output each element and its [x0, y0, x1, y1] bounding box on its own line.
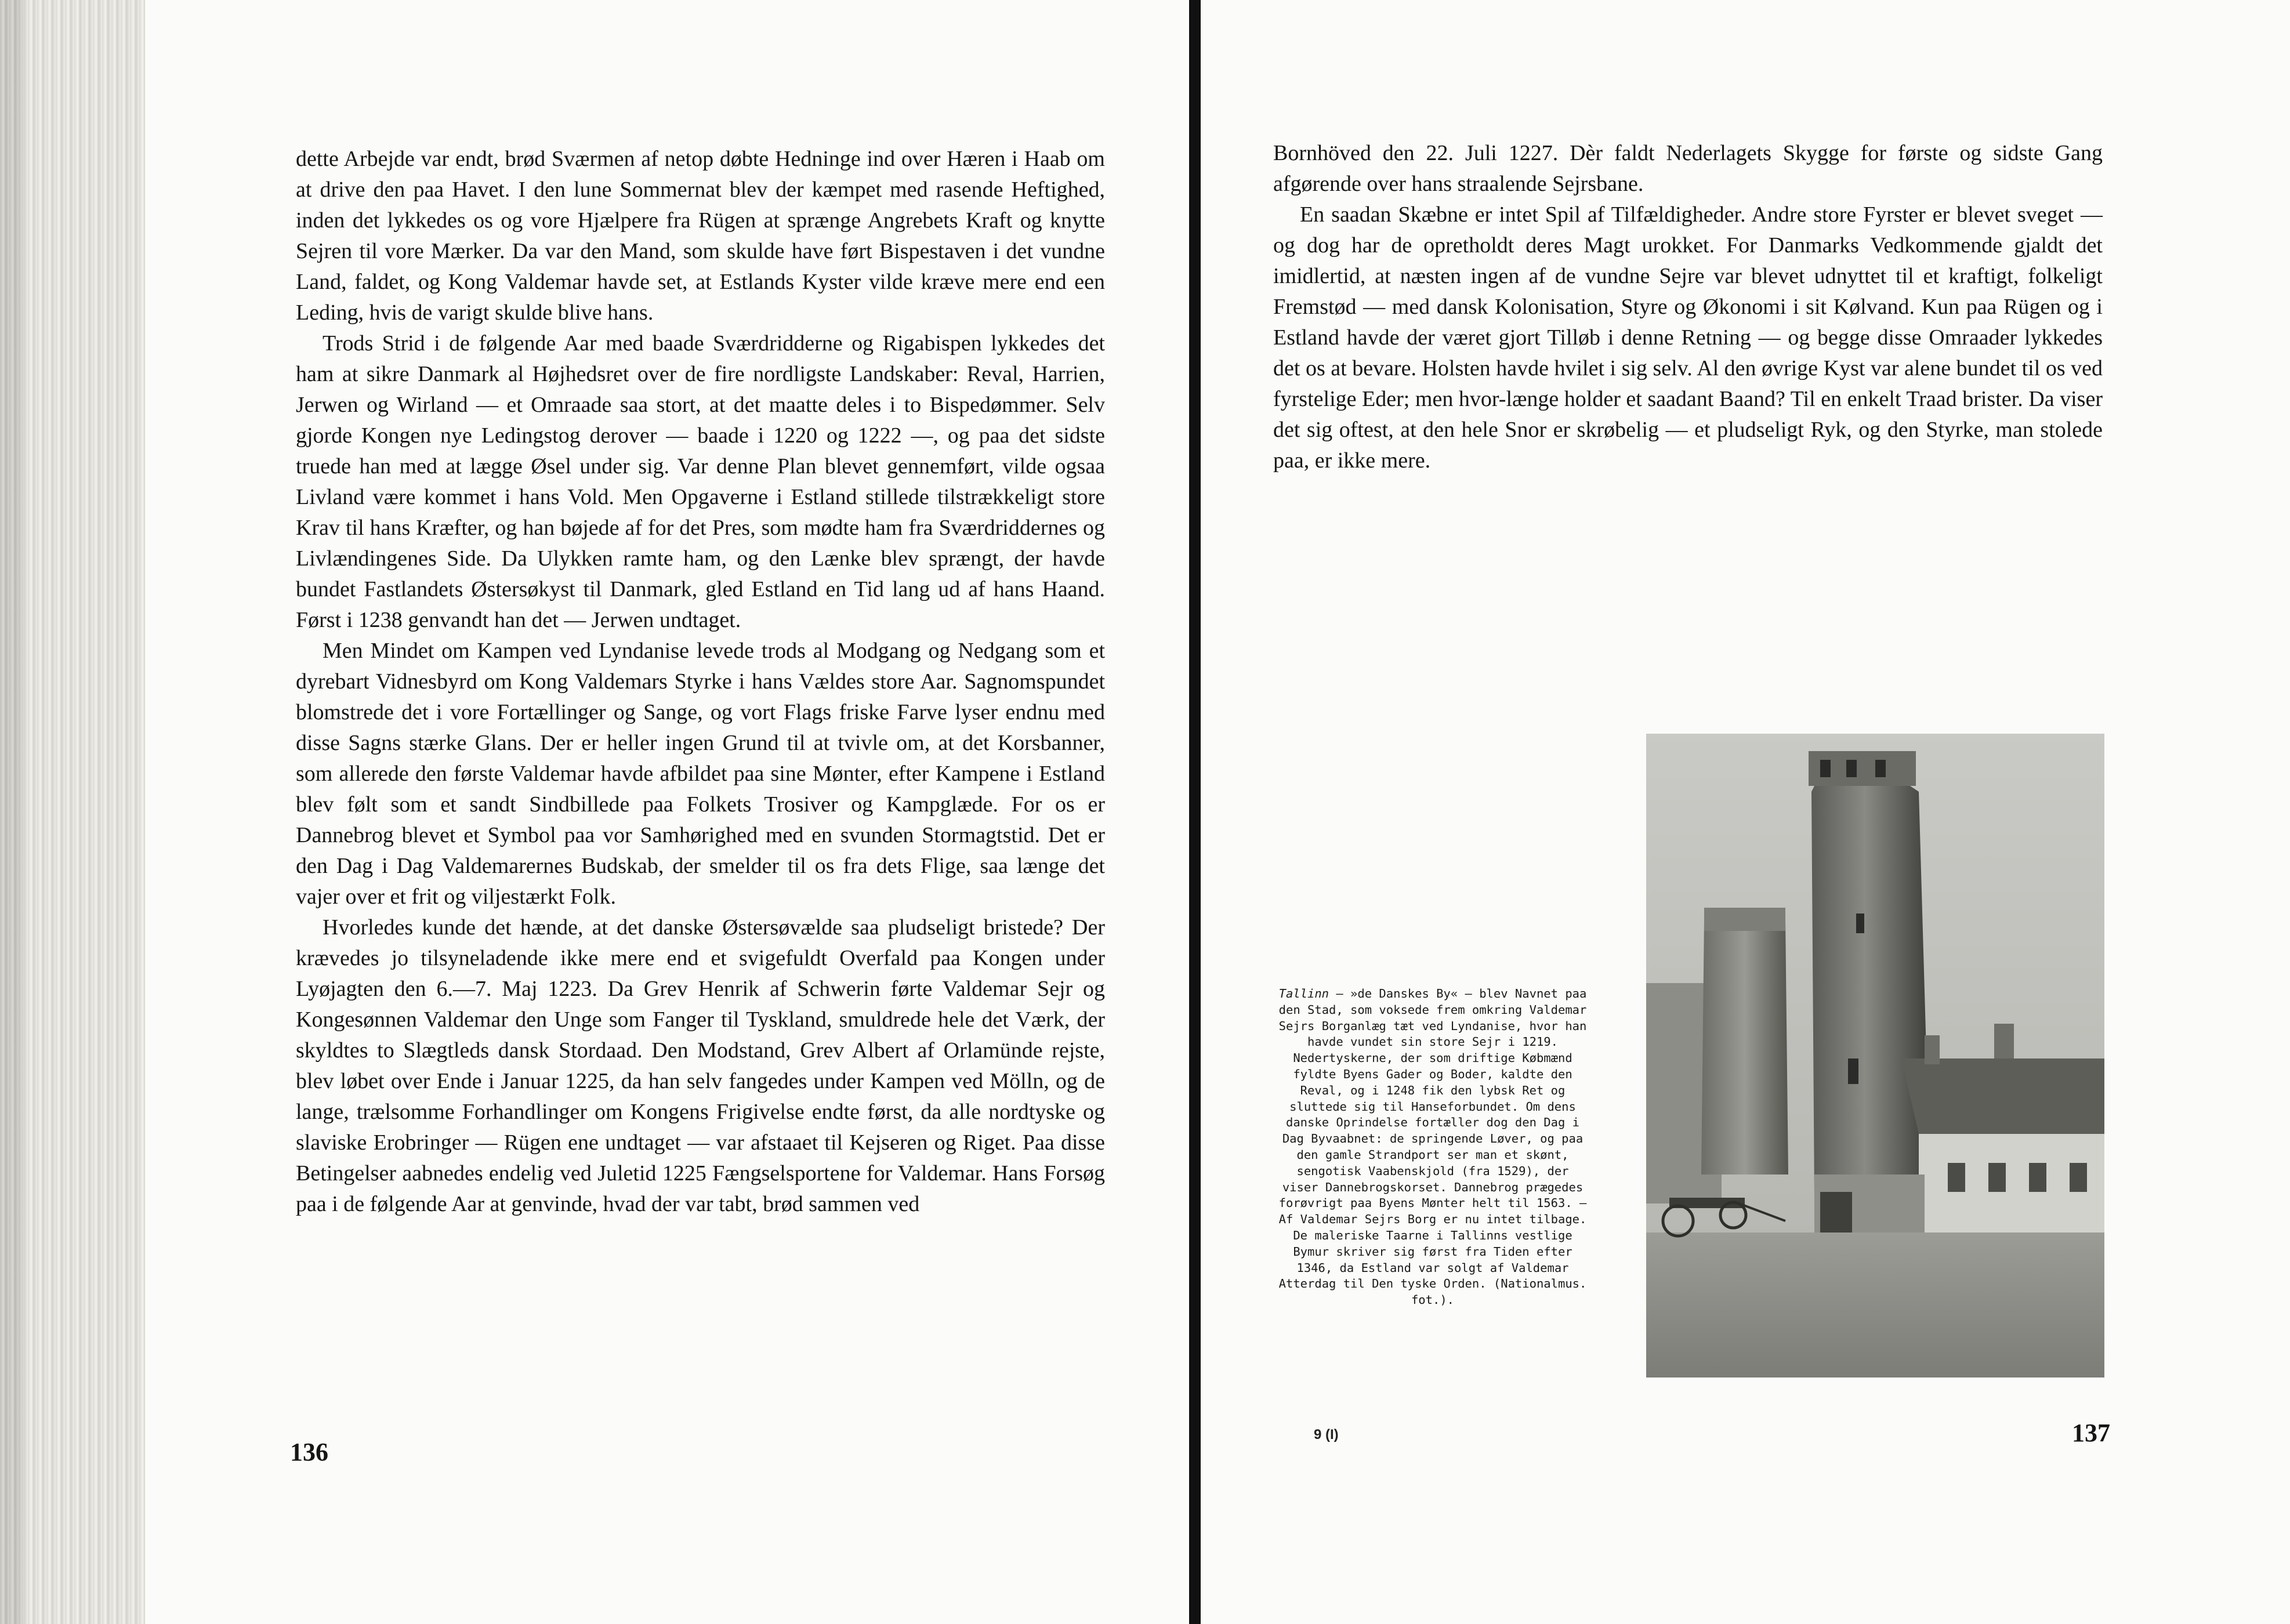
paragraph: Bornhöved den 22. Juli 1227. Dèr faldt Nederlagets Skygge for første og sidste Gang afgørende over hans straalende Sejrsbane.: [1273, 141, 2103, 196]
paragraph: En saadan Skæbne er intet Spil af Tilfældigheder. Andre store Fyrster er blevet sveget — og dog har de opretholdt deres Magt urokket. For Danmarks Vedkommende gjaldt det imidlertid, at næsten ingen af de vundne Sejre var blevet udnyttet til et kraftigt, folkeligt Fremstød — med dansk Kolonisation, Styre og Økonomi i sit Kølvand. Kun paa Rügen og i Estland havde der været gjort Tilløb i denne Retning — og begge disse Omraader lykkedes det os at bevare. Holsten havde hvilet i sig selv. Al den øvrige Kyst var alene bundet til os ved fyrstelige Eder; men hvor-længe holder et saadant Baand? Til en enkelt Traad brister. Da viser det sig oftest, at den hele Snor er skrøbelig — et pludseligt Ryk, og den Styrke, man stolede paa, er ikke mere.: [1273, 202, 2103, 473]
page-number-right: 137: [2072, 1419, 2110, 1447]
page-number-left: 136: [290, 1438, 328, 1466]
caption-title: Tallinn: [1278, 987, 1329, 1000]
page-edges: [0, 0, 145, 1624]
left-page-body: [296, 144, 1105, 1220]
right-page-body: [1273, 138, 2103, 476]
book-gutter: [1189, 0, 1201, 1624]
caption-text: — »de Danskes By« — blev Navnet paa den Stad, som voksede frem omkring Valdemar Sejrs Borganlæg tæt ved Lyndanise, hvor han havde vundet sin store Sejr i 1219. Nedertyskerne, der som driftige Købmænd fyldte Byens Gader og Boder, kaldte den Reval, og i 1248 fik den lybsk Ret og sluttede sig til Hanseforbundet. Om dens danske Oprindelse fortæller dog den Dag i Dag Byvaabnet: de springende Løver, og paa den gamle Strandport ser man et skønt, sengotisk Vaabenskjold (fra 1529), der viser Dannebrogskorset. Dannebrog prægedes forøvrigt paa Byens Mønter helt til 1563. — Af Valdemar Sejrs Borg er nu intet tilbage. De maleriske Taarne i Tallinns vestlige Bymur skriver sig først fra Tiden efter 1346, da Estland var solgt af Valdemar Atterdag til Den tyske Orden. (Nationalmus. fot.).: [1278, 987, 1587, 1307]
photo-caption: [1276, 986, 1589, 1308]
paragraph: Hvorledes kunde det hænde, at det danske Østersøvælde saa pludseligt bristede? Der krævedes jo tilsyneladende ikke mere end et svigefuldt Overfald paa Kongen under Lyøjagten den 6.—7. Maj 1223. Da Grev Henrik af Schwerin førte Valdemar Sejr og Kongesønnen Valdemar den Unge som Fanger til Tyskland, smuldrede hele det Værk, der skyldtes to Slægtleds dansk Stordaad. Den Modstand, Grev Albert af Orlamünde rejste, blev løbet over Ende i Januar 1225, da han selv fangedes under Kampen ved Mölln, og de lange, trælsomme Forhandlinger om Kongens Frigivelse endte først, da alle nordtyske og slaviske Erobringer — Rügen ene undtaget — var afstaaet til Kejseren og Riget. Paa disse Betingelser aabnedes endelig ved Juletid 1225 Fængselsportene for Valdemar. Hans Forsøg paa i de følgende Aar at genvinde, hvad der var tabt, brød sammen ved: [296, 915, 1105, 1216]
paragraph: Trods Strid i de følgende Aar med baade Sværdridderne og Rigabispen lykkedes det ham at sikre Danmark al Højhedsret over de fire nordligste Landskaber: Reval, Harrien, Jerwen og Wirland — et Omraade saa stort, at det maatte deles i to Bispedømmer. Selv gjorde Kongen nye Ledingstog derover — baade i 1220 og 1222 —, og paa det sidste truede han med at lægge Øsel under sig. Var denne Plan blevet gennemført, vilde ogsaa Livland være kommet i hans Vold. Men Opgaverne i Estland stillede tilstrækkeligt store Krav til hans Kræfter, og han bøjede af for det Pres, som mødte ham fra Sværdriddernes og Livlændingenes Side. Da Ulykken ramte ham, og den Lænke blev sprængt, der havde bundet Fastlandets Østersøkyst til Danmark, gled Estland en Tid lang ud af hans Haand. Først i 1238 genvandt han det — Jerwen undtaget.: [296, 331, 1105, 632]
paragraph: dette Arbejde var endt, brød Sværmen af netop døbte Hedninge ind over Hæren i Haab om at drive den paa Havet. I den lune Sommernat blev der kæmpet med rasende Heftighed, inden det lykkedes os og vore Hjælpere fra Rügen at sprænge Angrebets Kraft og knytte Sejren til vore Mærker. Da var den Mand, som skulde have ført Bispestaven i det vundne Land, faldet, og Kong Valdemar havde set, at Estlands Kyster vilde kræve mere end een Leding, hvis de varigt skulde blive hans.: [296, 147, 1105, 325]
paragraph: Men Mindet om Kampen ved Lyndanise levede trods al Modgang og Nedgang som et dyrebart Vidnesbyrd om Kong Valdemars Styrke i hans Vældes store Aar. Sagnomspundet blomstrede det i vore Fortællinger og Sange, og vort Flags friske Farve lyser endnu med disse Sagns stærke Glans. Der er heller ingen Grund til at tvivle om, at det Korsbanner, som allerede den første Valdemar havde afbildet paa sine Mønter, efter Kampene i Estland blev følt som et sandt Sindbillede paa Folkets Trosiver og Kampglæde. For os er Dannebrog blevet et Symbol paa vor Samhørighed med en svunden Stormagtstid. Det er den Dag i Dag Valdemarernes Budskab, der smelder til os fra dets Flige, saa længe det vajer over et frit og viljestærkt Folk.: [296, 639, 1105, 909]
tallinn-tower-photo: [1646, 734, 2104, 1378]
printer-signature: 9 (I): [1314, 1427, 1339, 1442]
